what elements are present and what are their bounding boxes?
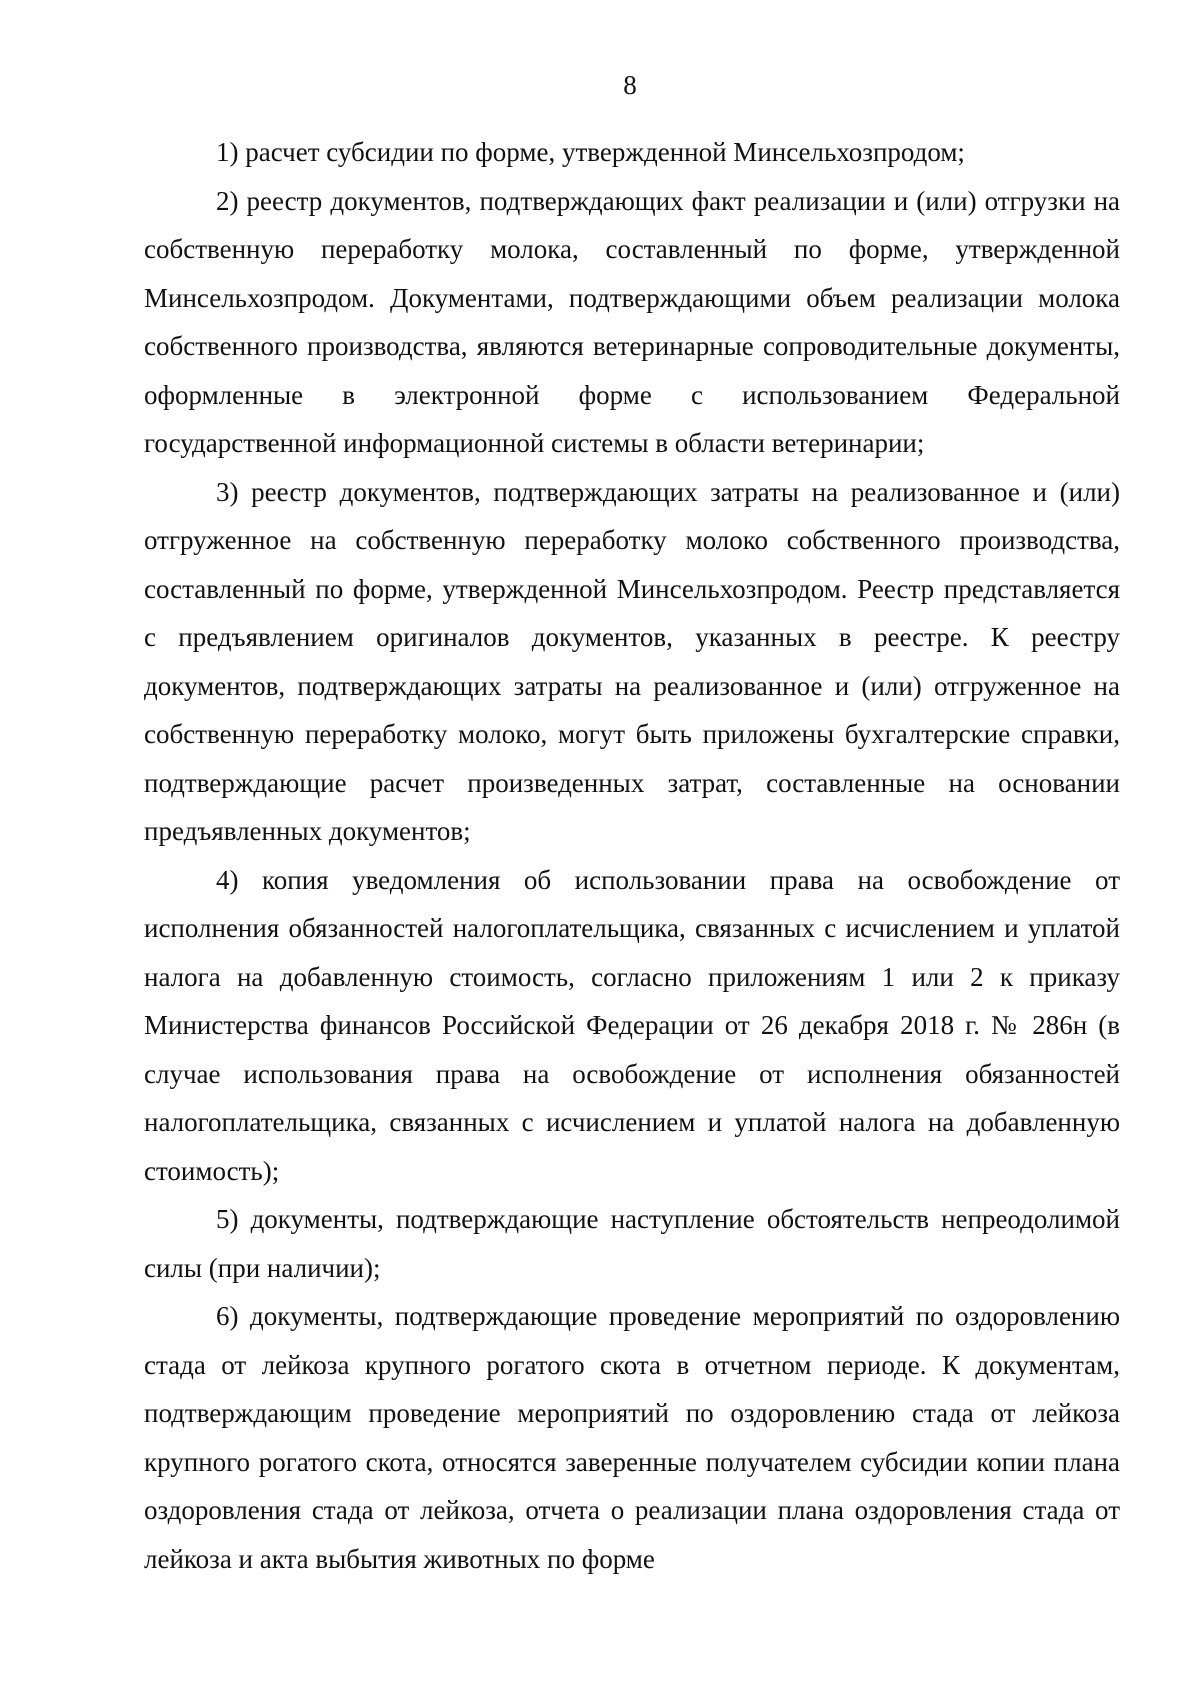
page-number: 8 xyxy=(623,70,637,100)
paragraph-item-5: 5) документы, подтверждающие наступление обстоятельств непреодолимой силы (при наличии); xyxy=(144,1204,1120,1283)
document-body xyxy=(144,128,1120,1583)
paragraph-item-4: 4) копия уведомления об использовании права на освобождение от исполнения обязанностей налогоплательщика, связанных с исчислением и уплатой налога на добавленную стоимость, согласно приложениям 1 или 2 к приказу Министерства финансов Российской Федерации от 26 декабря 2018 г. № 286н (в случае использования права на освобождение от исполнения обязанностей налогоплательщика, связанных с исчислением и уплатой налога на добавленную стоимость); xyxy=(144,864,1120,1186)
paragraph-item-2: 2) реестр документов, подтверждающих факт реализации и (или) отгрузки на собственную переработку молока, составленный по форме, утвержденной Минсельхозпродом. Документами, подтверждающими объем реализации молока собственного производства, являются ветеринарные сопроводительные документы, оформленные в электронной форме с использованием Федеральной государственной информационной системы в области ветеринарии; xyxy=(144,185,1120,458)
paragraph-item-6: 6) документы, подтверждающие проведение мероприятий по оздоровлению стада от лейкоза крупного рогатого скота в отчетном периоде. К документам, подтверждающим проведение мероприятий по оздоровлению стада от лейкоза крупного рогатого скота, относятся заверенные получателем субсидии копии плана оздоровления стада от лейкоза, отчета о реализации плана оздоровления стада от лейкоза и акта выбытия животных по форме xyxy=(144,1301,1120,1574)
paragraph-item-1: 1) расчет субсидии по форме, утвержденной Минсельхозпродом; xyxy=(216,137,965,167)
paragraph-item-3: 3) реестр документов, подтверждающих затраты на реализованное и (или) отгруженное на собственную переработку молоко собственного производства, составленный по форме, утвержденной Минсельхозпродом. Реестр представляется с предъявлением оригиналов документов, указанных в реестре. К реестру документов, подтверждающих затраты на реализованное и (или) отгруженное на собственную переработку молоко, могут быть приложены бухгалтерские справки, подтверждающие расчет произведенных затрат, составленные на основании предъявленных документов; xyxy=(144,476,1120,846)
